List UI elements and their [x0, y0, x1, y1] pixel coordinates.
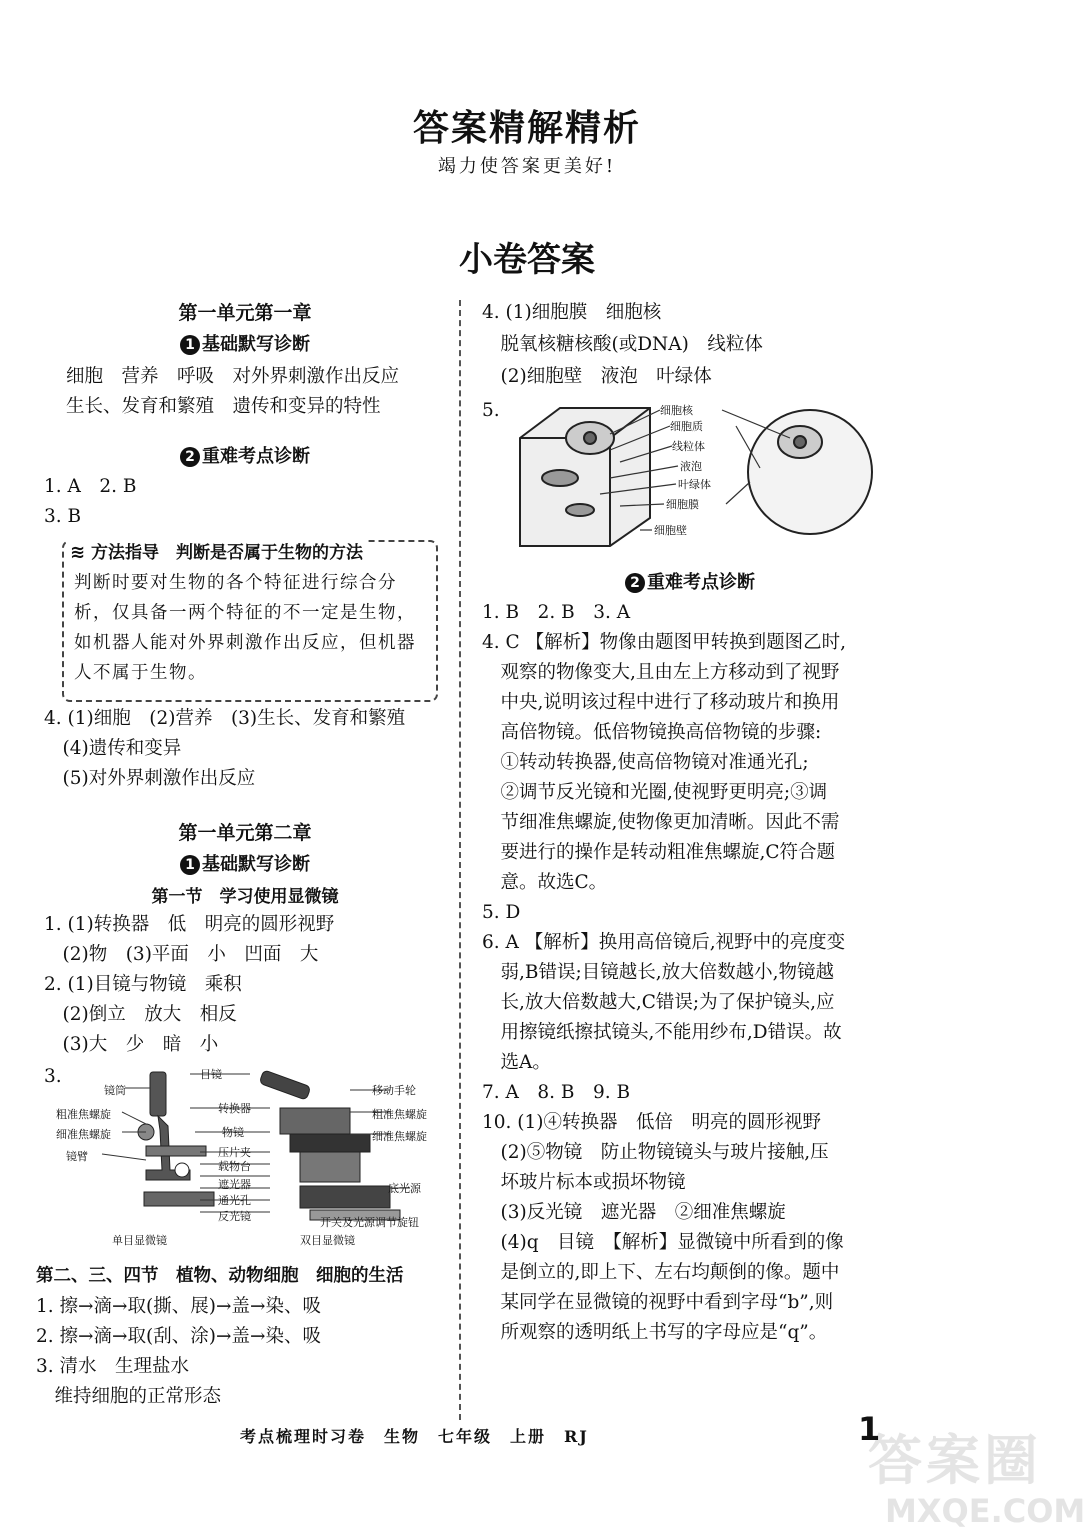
cell-label: 细胞质 — [670, 420, 703, 433]
method-line: 析，仅具备一两个特征的不一定是生物， — [74, 603, 416, 623]
chapter-title-1: 第一单元第一章 — [178, 302, 312, 324]
answer-line: (3)反光镜 遮光器 ②细准焦螺旋 — [482, 1202, 786, 1223]
micro-label: 镜筒 — [104, 1084, 126, 1097]
answer-line: 坏玻片标本或损坏物镜 — [482, 1172, 686, 1193]
wave-icon: ≋ — [70, 542, 86, 563]
micro-label: 粗准焦螺旋 — [372, 1108, 427, 1121]
micro-label: 反光镜 — [218, 1210, 251, 1223]
cell-label: 液泡 — [680, 460, 702, 473]
answer-line: 选A。 — [482, 1052, 551, 1073]
answer-line: 中央,说明该过程中进行了移动玻片和换用 — [482, 692, 840, 713]
cell-label: 叶绿体 — [678, 478, 711, 491]
answer-line: (2)物 (3)平面 小 凹面 大 — [44, 944, 319, 965]
answer-line: (2)倒立 放大 相反 — [44, 1004, 237, 1025]
answer-line: (2)⑤物镜 防止物镜镜头与玻片接触,压 — [482, 1142, 829, 1163]
micro-label: 镜臂 — [66, 1150, 88, 1163]
micro-label: 遮光器 — [218, 1178, 251, 1191]
section-heading-234: 第二、三、四节 植物、动物细胞 细胞的生活 — [36, 1266, 404, 1286]
answer-line: 2. (1)目镜与物镜 乘积 — [44, 974, 242, 995]
answer-line: 1. A 2. B — [44, 476, 137, 497]
section-heading-1: 第一节 学习使用显微镜 — [151, 887, 339, 907]
answer-line: 意。故选C。 — [482, 872, 608, 893]
method-guide-heading — [66, 538, 367, 563]
number-badge: 2 — [625, 573, 645, 593]
micro-label: 通光孔 — [218, 1194, 251, 1207]
answer-block-right — [482, 598, 846, 1348]
micro-label: 压片夹 — [218, 1146, 251, 1159]
method-line: 判断时要对生物的各个特征进行综合分 — [74, 573, 397, 593]
answer-line: 弱,B错误;目镜越长,放大倍数越小,物镜越 — [482, 962, 834, 983]
micro-label: 细准焦螺旋 — [56, 1128, 111, 1141]
micro-label: 粗准焦螺旋 — [56, 1108, 111, 1121]
micro-label: 物镜 — [222, 1126, 244, 1139]
method-line: 人不属于生物。 — [74, 663, 207, 683]
answer-line: 要进行的操作是转动粗准焦螺旋,C符合题 — [482, 842, 836, 863]
section-title: 小卷答案 — [459, 240, 595, 280]
watermark-url: MXQE.COM — [885, 1492, 1085, 1530]
answer-line: 脱氧核糖核酸(或DNA) 线粒体 — [482, 334, 763, 355]
single-microscope-drawing — [138, 1072, 214, 1206]
question-number: 5. — [482, 400, 500, 421]
column-divider — [459, 300, 461, 1420]
answer-line: 某同学在显微镜的视野中看到字母“b”,则 — [482, 1292, 834, 1313]
micro-label: 底光源 — [388, 1182, 421, 1195]
answer-line: 生长、发育和繁殖 遗传和变异的特性 — [66, 396, 381, 417]
answer-line: 维持细胞的正常形态 — [36, 1386, 222, 1407]
answer-line: 1. 擦→滴→取(撕、展)→盖→染、吸 — [36, 1296, 321, 1317]
number-badge: 2 — [180, 447, 200, 467]
answer-line: 长,放大倍数越大,C错误;为了保护镜头,应 — [482, 992, 835, 1013]
page-title: 答案精解精析 — [412, 108, 641, 149]
answer-line: 6. A 【解析】换用高倍镜后,视野中的亮度变 — [482, 932, 846, 953]
basic-heading-label: 基础默写诊断 — [202, 854, 310, 875]
answer-line: 高倍物镜。低倍物镜换高倍物镜的步骤: — [482, 722, 822, 743]
plant-cell-drawing — [520, 408, 650, 546]
basic-heading-2 — [40, 850, 450, 876]
answer-line: 节细准焦螺旋,使物像更加清晰。因此不需 — [482, 812, 840, 833]
chapter-title-2: 第一单元第二章 — [178, 822, 312, 844]
micro-label: 移动手轮 — [372, 1084, 416, 1097]
answer-line: 1. (1)转换器 低 明亮的圆形视野 — [44, 914, 335, 935]
difficult-heading-1 — [40, 442, 450, 468]
micro-caption: 单目显微镜 — [112, 1234, 167, 1247]
answer-line: 2. 擦→滴→取(刮、涂)→盖→染、吸 — [36, 1326, 321, 1347]
page-subtitle: 竭力使答案更美好! — [437, 156, 617, 177]
answer-line: 3. B — [44, 506, 82, 527]
micro-label: 载物台 — [218, 1160, 251, 1173]
micro-label: 目镜 — [200, 1068, 222, 1081]
answer-line: 10. (1)④转换器 低倍 明亮的圆形视野 — [482, 1112, 822, 1133]
answer-line: 5. D — [482, 902, 521, 923]
basic-heading-label: 基础默写诊断 — [202, 334, 310, 355]
micro-label: 细准焦螺旋 — [372, 1130, 427, 1143]
number-badge: 1 — [180, 855, 200, 875]
difficult-heading-label: 重难考点诊断 — [202, 446, 310, 467]
micro-label: 开关及光源调节旋钮 — [320, 1216, 419, 1229]
answer-line: 4. C 【解析】物像由题图甲转换到题图乙时, — [482, 632, 846, 653]
micro-label: 转换器 — [218, 1102, 251, 1115]
cell-label: 细胞膜 — [666, 498, 699, 511]
basic-heading-1 — [40, 330, 450, 356]
answer-line: 3. 清水 生理盐水 — [36, 1356, 190, 1377]
watermark: 答案圈 — [868, 1429, 1042, 1492]
answer-line: 所观察的透明纸上书写的字母应是“q”。 — [482, 1322, 828, 1343]
answer-line: (4)q 目镜 【解析】显微镜中所看到的像 — [482, 1232, 844, 1253]
cell-label: 细胞壁 — [654, 524, 687, 537]
answer-line: 7. A 8. B 9. B — [482, 1082, 631, 1103]
answer-line: 4. (1)细胞膜 细胞核 — [482, 302, 662, 323]
micro-caption: 双目显微镜 — [300, 1234, 355, 1247]
answer-line: 细胞 营养 呼吸 对外界刺激作出反应 — [66, 366, 400, 387]
answer-line: 是倒立的,即上下、左右均颠倒的像。题中 — [482, 1262, 840, 1283]
cell-label: 线粒体 — [672, 440, 705, 453]
method-line: 如机器人能对外界刺激作出反应，但机器 — [74, 633, 416, 653]
answer-line: 观察的物像变大,且由左上方移动到了视野 — [482, 662, 840, 683]
answer-line: ①转动转换器,使高倍物镜对准通光孔; — [482, 752, 809, 773]
answer-line: (3)大 少 暗 小 — [44, 1034, 219, 1055]
difficult-heading-label: 重难考点诊断 — [647, 572, 755, 593]
answer-line: 4. (1)细胞 (2)营养 (3)生长、发育和繁殖 — [44, 708, 406, 729]
answer-line: ②调节反光镜和光圈,使视野更明亮;③调 — [482, 782, 828, 803]
answer-line: 1. B 2. B 3. A — [482, 602, 631, 623]
method-guide-title: 方法指导 判断是否属于生物的方法 — [91, 543, 364, 563]
answer-line: 用擦镜纸擦拭镜头,不能用纱布,D错误。故 — [482, 1022, 842, 1043]
answer-line: (5)对外界刺激作出反应 — [44, 768, 256, 789]
page-number: 1 — [858, 1410, 881, 1448]
answer-line: (2)细胞壁 液泡 叶绿体 — [482, 366, 712, 387]
answer-line: (4)遗传和变异 — [44, 738, 182, 759]
number-badge: 1 — [180, 335, 200, 355]
difficult-heading-2 — [470, 568, 910, 594]
footer-text: 考点梳理时习卷 生物 七年级 上册 RJ — [240, 1427, 589, 1446]
cell-label: 细胞核 — [660, 404, 693, 417]
question-number: 3. — [44, 1066, 62, 1087]
